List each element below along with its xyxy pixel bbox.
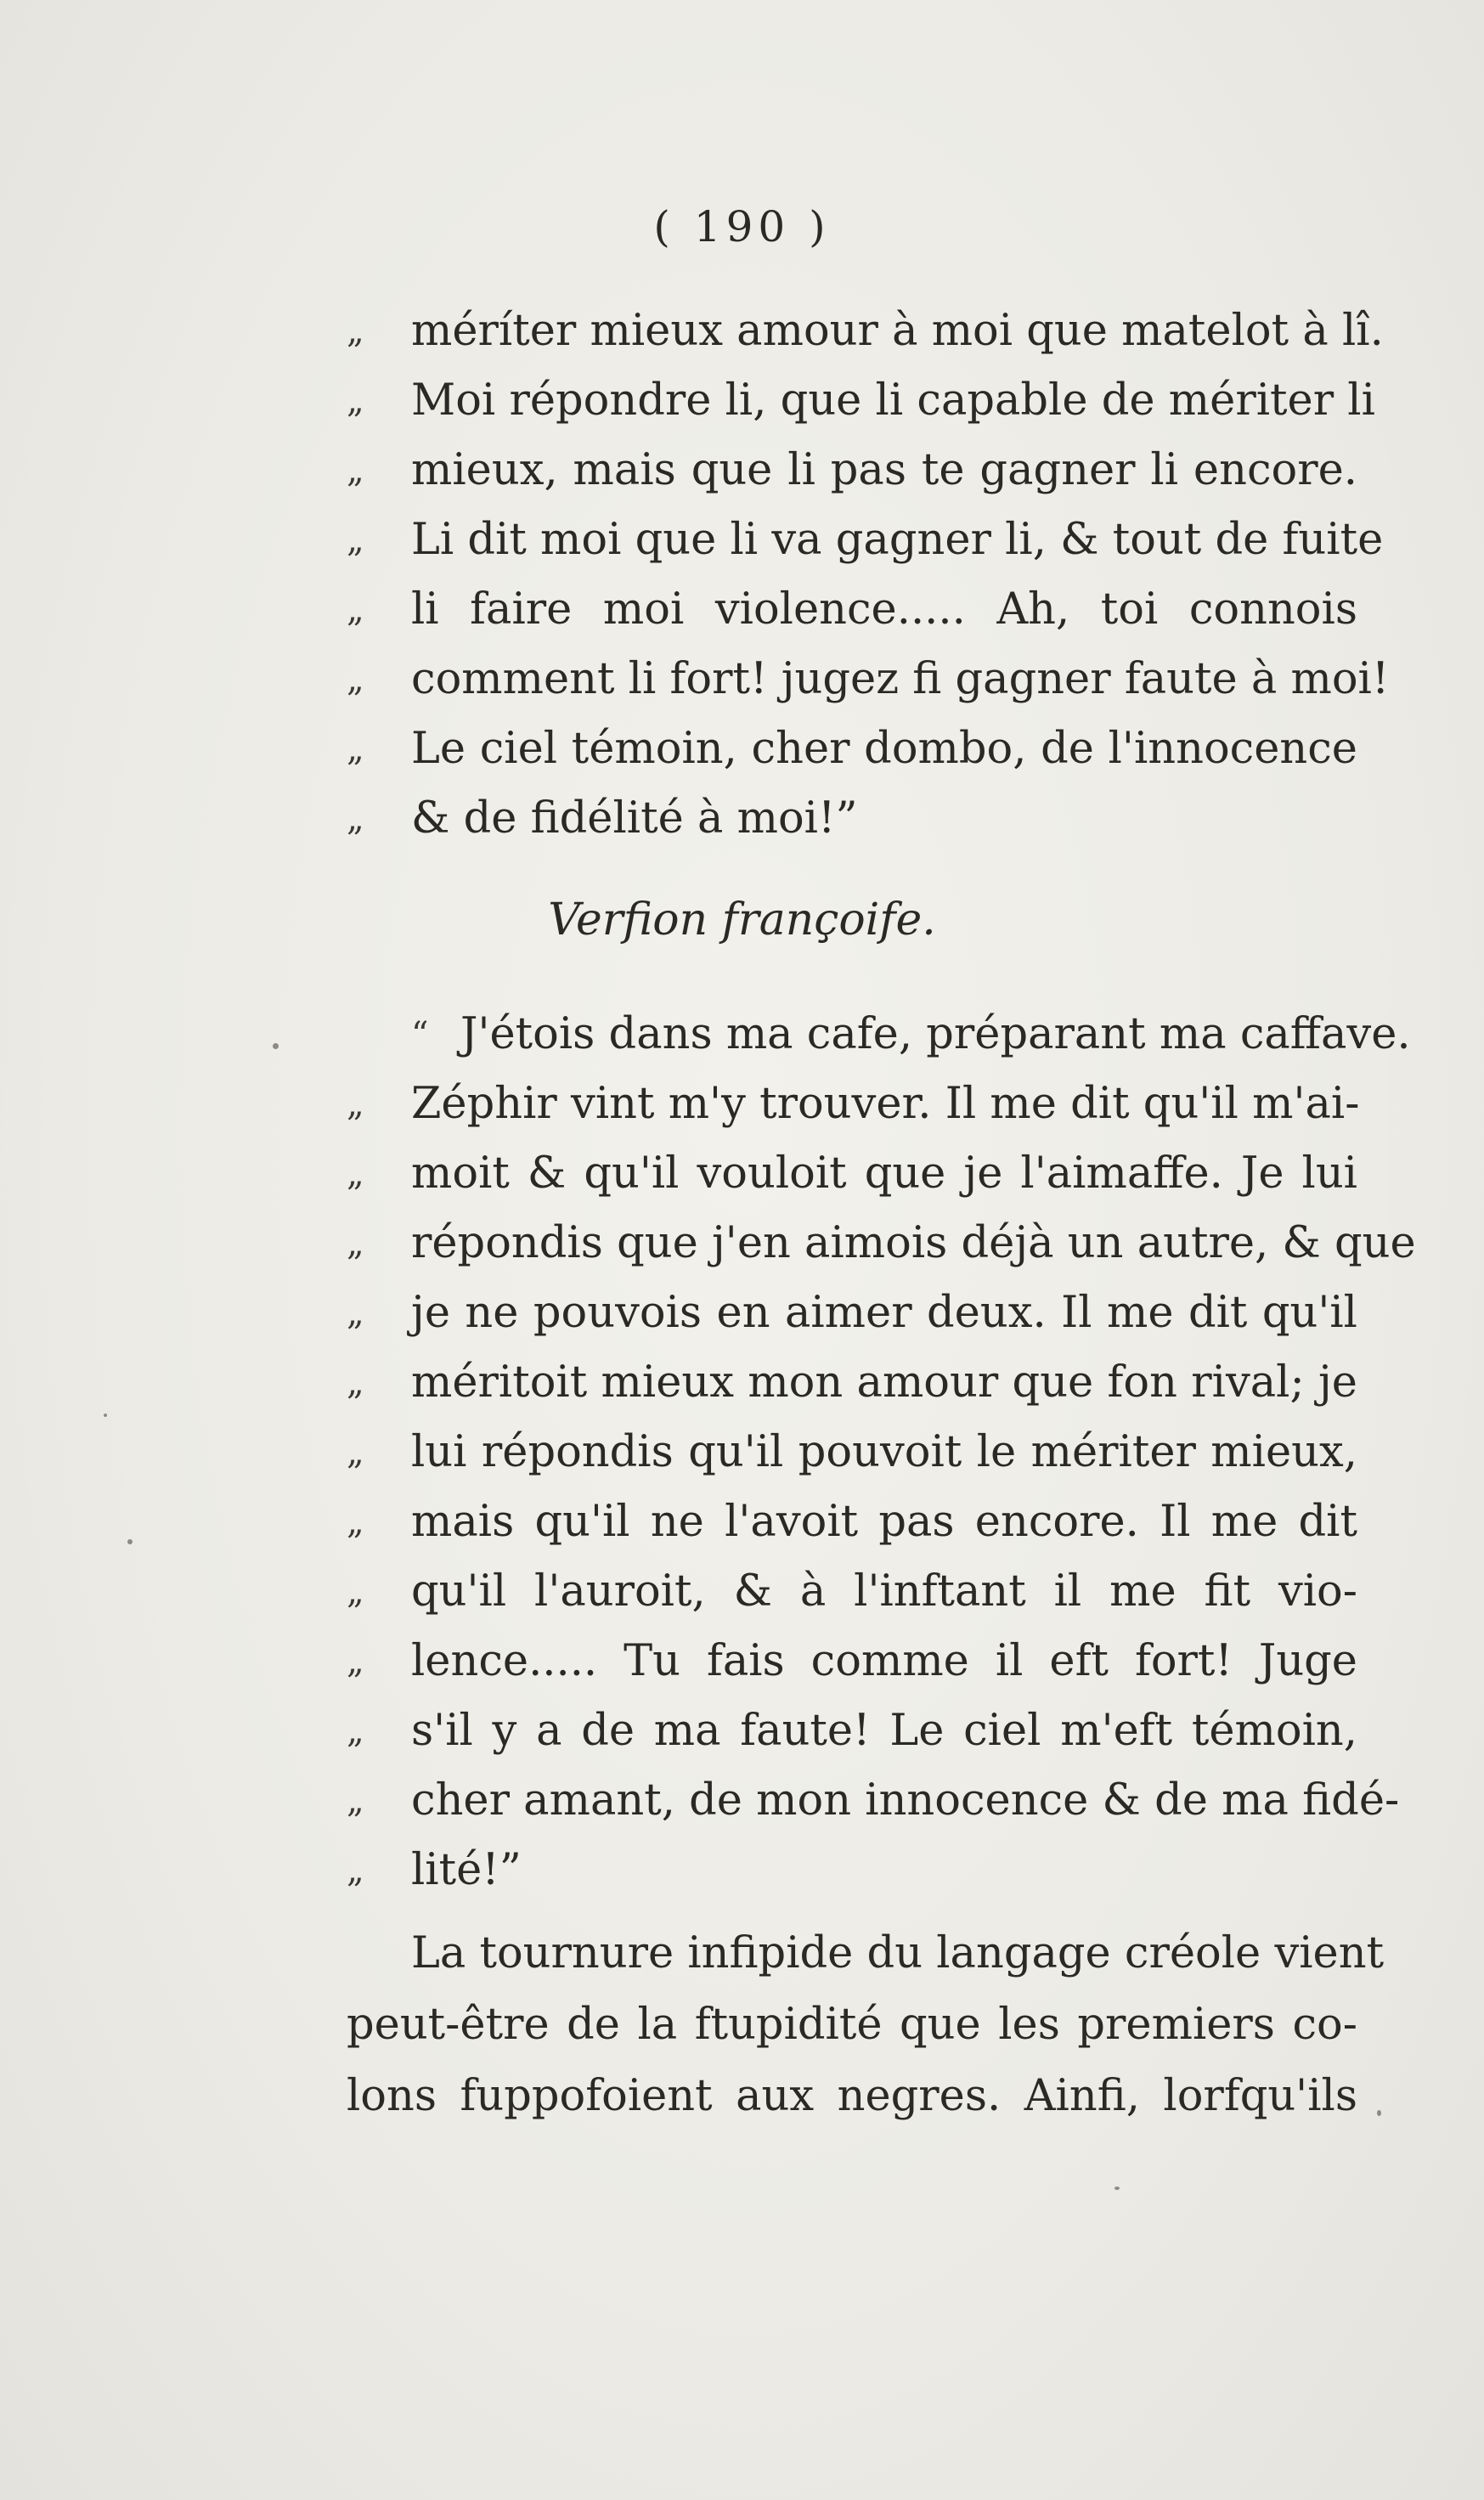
text-line: La tournure infipide du langage créole vient — [411, 1928, 1385, 1978]
paper-speck — [127, 1539, 133, 1544]
margin-quote-mark: „ — [347, 660, 364, 699]
paper-speck — [1377, 2110, 1381, 2116]
margin-quote-mark: „ — [347, 1433, 364, 1472]
text-line: & de fidélité à moi!” — [411, 793, 858, 844]
text-line: lité!” — [411, 1845, 522, 1895]
text-line: comment li fort! jugez fi gagner faute à moi! — [411, 654, 1390, 704]
margin-quote-mark: „ — [347, 1642, 364, 1681]
text-line: Moi répondre li, que li capable de mériter li — [411, 375, 1375, 426]
margin-quote-mark: „ — [347, 1085, 364, 1124]
margin-quote-mark: „ — [347, 1572, 364, 1611]
margin-quote-mark: „ — [347, 381, 364, 420]
text-line: lons fuppofoient aux negres. Ainfi, lorfqu'ils — [347, 2071, 1357, 2121]
margin-quote-mark: „ — [347, 799, 364, 838]
text-line: qu'il l'auroit, & à l'inftant il me fit vio- — [411, 1566, 1357, 1617]
text-line: lence..... Tu fais comme il eft fort! Juge — [411, 1636, 1357, 1686]
text-line: je ne pouvois en aimer deux. Il me dit qu'il — [411, 1288, 1357, 1338]
text-line: répondis que j'en aimois déjà un autre, & que — [411, 1218, 1416, 1268]
text-line: peut-être de la ftupidité que les premiers co- — [347, 2000, 1357, 2050]
margin-quote-mark: „ — [347, 1363, 364, 1402]
margin-quote-mark: „ — [347, 1154, 364, 1194]
paper-speck — [104, 1414, 107, 1417]
text-line: Li dit moi que li va gagner li, & tout de fuite — [411, 515, 1384, 565]
paper-speck — [273, 1043, 279, 1049]
text-line: cher amant, de mon innocence & de ma fidé- — [411, 1775, 1400, 1826]
text-line: méritoit mieux mon amour que fon rival; je — [411, 1357, 1357, 1408]
section-title: Verfion françoife. — [548, 894, 936, 945]
margin-quote-mark: „ — [347, 312, 364, 351]
margin-quote-mark: „ — [347, 1851, 364, 1890]
text-line: moit & qu'il vouloit que je l'aimaffe. Je lui — [411, 1148, 1357, 1199]
text-line: li faire moi violence..... Ah, toi connois — [411, 584, 1357, 635]
text-line: mieux, mais que li pas te gagner li encore. — [411, 445, 1357, 495]
margin-quote-mark: „ — [347, 451, 364, 490]
margin-quote-mark: „ — [347, 590, 364, 629]
paper-speck — [1114, 2187, 1120, 2190]
margin-quote-mark: „ — [347, 1294, 364, 1333]
text-line: J'étois dans ma cafe, préparant ma caffave. — [460, 1009, 1411, 1059]
margin-quote-mark: „ — [347, 1224, 364, 1263]
margin-quote-mark: „ — [347, 1781, 364, 1820]
text-line: s'il y a de ma faute! Le ciel m'eft témoin, — [411, 1706, 1357, 1756]
text-line: Zéphir vint m'y trouver. Il me dit qu'il m'ai- — [411, 1079, 1360, 1129]
text-line: mais qu'il ne l'avoit pas encore. Il me dit — [411, 1497, 1357, 1547]
text-line: Le ciel témoin, cher dombo, de l'innocence — [411, 724, 1357, 774]
page-number-header: ( 190 ) — [653, 202, 831, 251]
margin-quote-mark: „ — [347, 730, 364, 769]
margin-quote-mark: „ — [347, 1712, 364, 1751]
margin-quote-mark: „ — [347, 1503, 364, 1542]
opening-quote-mark: “ — [411, 1015, 429, 1054]
margin-quote-mark: „ — [347, 521, 364, 560]
text-line: lui répondis qu'il pouvoit le mériter mieux, — [411, 1427, 1357, 1477]
text-line: méríter mieux amour à moi que matelot à lî. — [411, 306, 1384, 356]
